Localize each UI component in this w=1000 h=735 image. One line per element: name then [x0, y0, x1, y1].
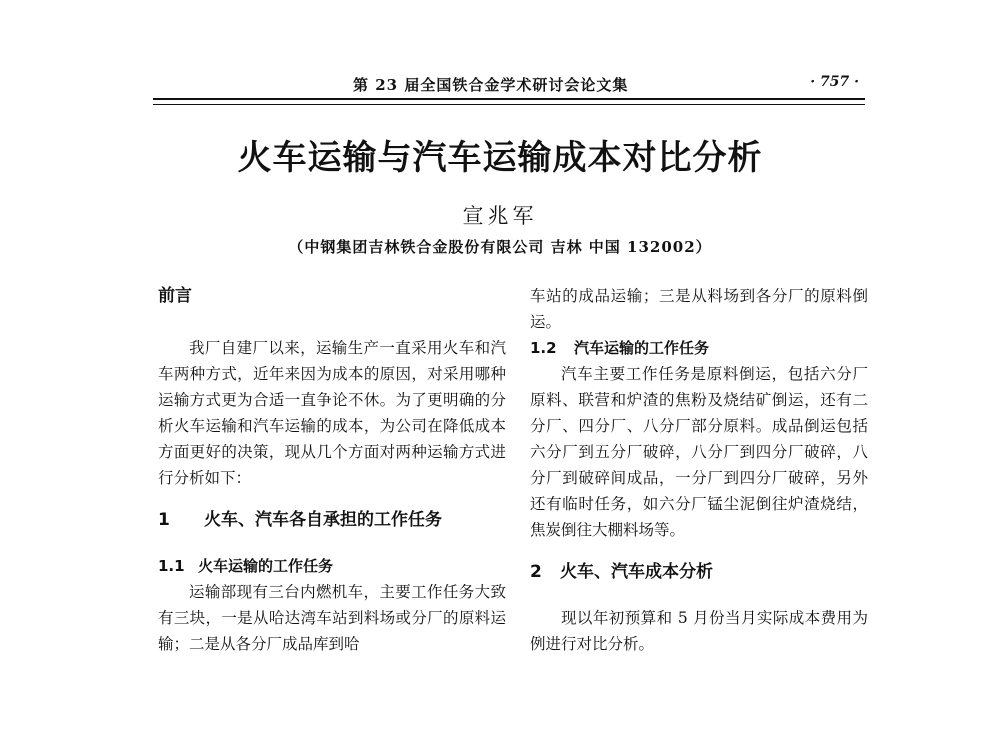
preface-heading: 前言	[158, 286, 192, 306]
page-number: · 757 ·	[810, 74, 859, 90]
paper-title: 火车运输与汽车运输成本对比分析	[237, 138, 763, 178]
subsection-1-2-paragraph: 汽车主要工作任务是原料倒运，包括六分厂原料、联营和炉渣的焦粉及烧结矿倒运，还有二分厂、四分厂、八分厂部分原料。成品倒运包括六分厂到五分厂破碎，八分厂到四分厂破碎，八分厂到破碎间成品，一分厂到四分厂破碎，另外还有临时任务，如六分厂锰尘泥倒往炉渣烧结，焦炭倒往大棚料场等。	[530, 365, 868, 539]
right-column	[530, 283, 868, 657]
section-1-title: 火车、汽车各自承担的工作任务	[204, 510, 442, 530]
section-1-heading	[158, 507, 506, 533]
subsection-1-1-title: 火车运输的工作任务	[198, 557, 334, 575]
section-1-number: 1	[158, 510, 170, 530]
preface-paragraph: 我厂自建厂以来，运输生产一直采用火车和汽车两种方式，近年来因为成本的原因，对采用哪种运输方式更为合适一直争论不休。为了更明确的分析火车运输和汽车运输的成本，为公司在降低成本方面更好的决策，现从几个方面对两种运输方式进行分析如下：	[158, 339, 506, 487]
subsection-1-1-number: 1.1	[158, 557, 185, 575]
header-rule	[153, 98, 865, 100]
author-name: 宣兆军	[462, 204, 538, 228]
journal-title: 第 23 届全国铁合金学术研讨会论文集	[353, 76, 629, 94]
subsection-1-1-paragraph: 运输部现有三台内燃机车，主要工作任务大致有三块，一是从哈达湾车站到料场或分厂的原料运输；二是从各分厂成品库到哈	[158, 583, 506, 653]
section-2-heading	[530, 559, 868, 585]
author-affiliation: （中钢集团吉林铁合金股份有限公司 吉林 中国 132002）	[288, 238, 712, 256]
subsection-1-2-number: 1.2	[530, 339, 557, 357]
left-column	[158, 283, 506, 657]
subsection-1-1-heading	[158, 553, 506, 579]
continued-paragraph: 车站的成品运输；三是从料场到各分厂的原料倒运。	[530, 287, 868, 331]
subsection-1-2-heading	[530, 335, 868, 361]
section-2-number: 2	[530, 562, 542, 582]
subsection-1-2-title: 汽车运输的工作任务	[574, 339, 710, 357]
section-2-title: 火车、汽车成本分析	[560, 562, 713, 582]
running-header	[153, 64, 865, 100]
header-rule-thin	[153, 104, 865, 105]
section-2-paragraph: 现以年初预算和 5 月份当月实际成本费用为例进行对比分析。	[530, 609, 868, 653]
